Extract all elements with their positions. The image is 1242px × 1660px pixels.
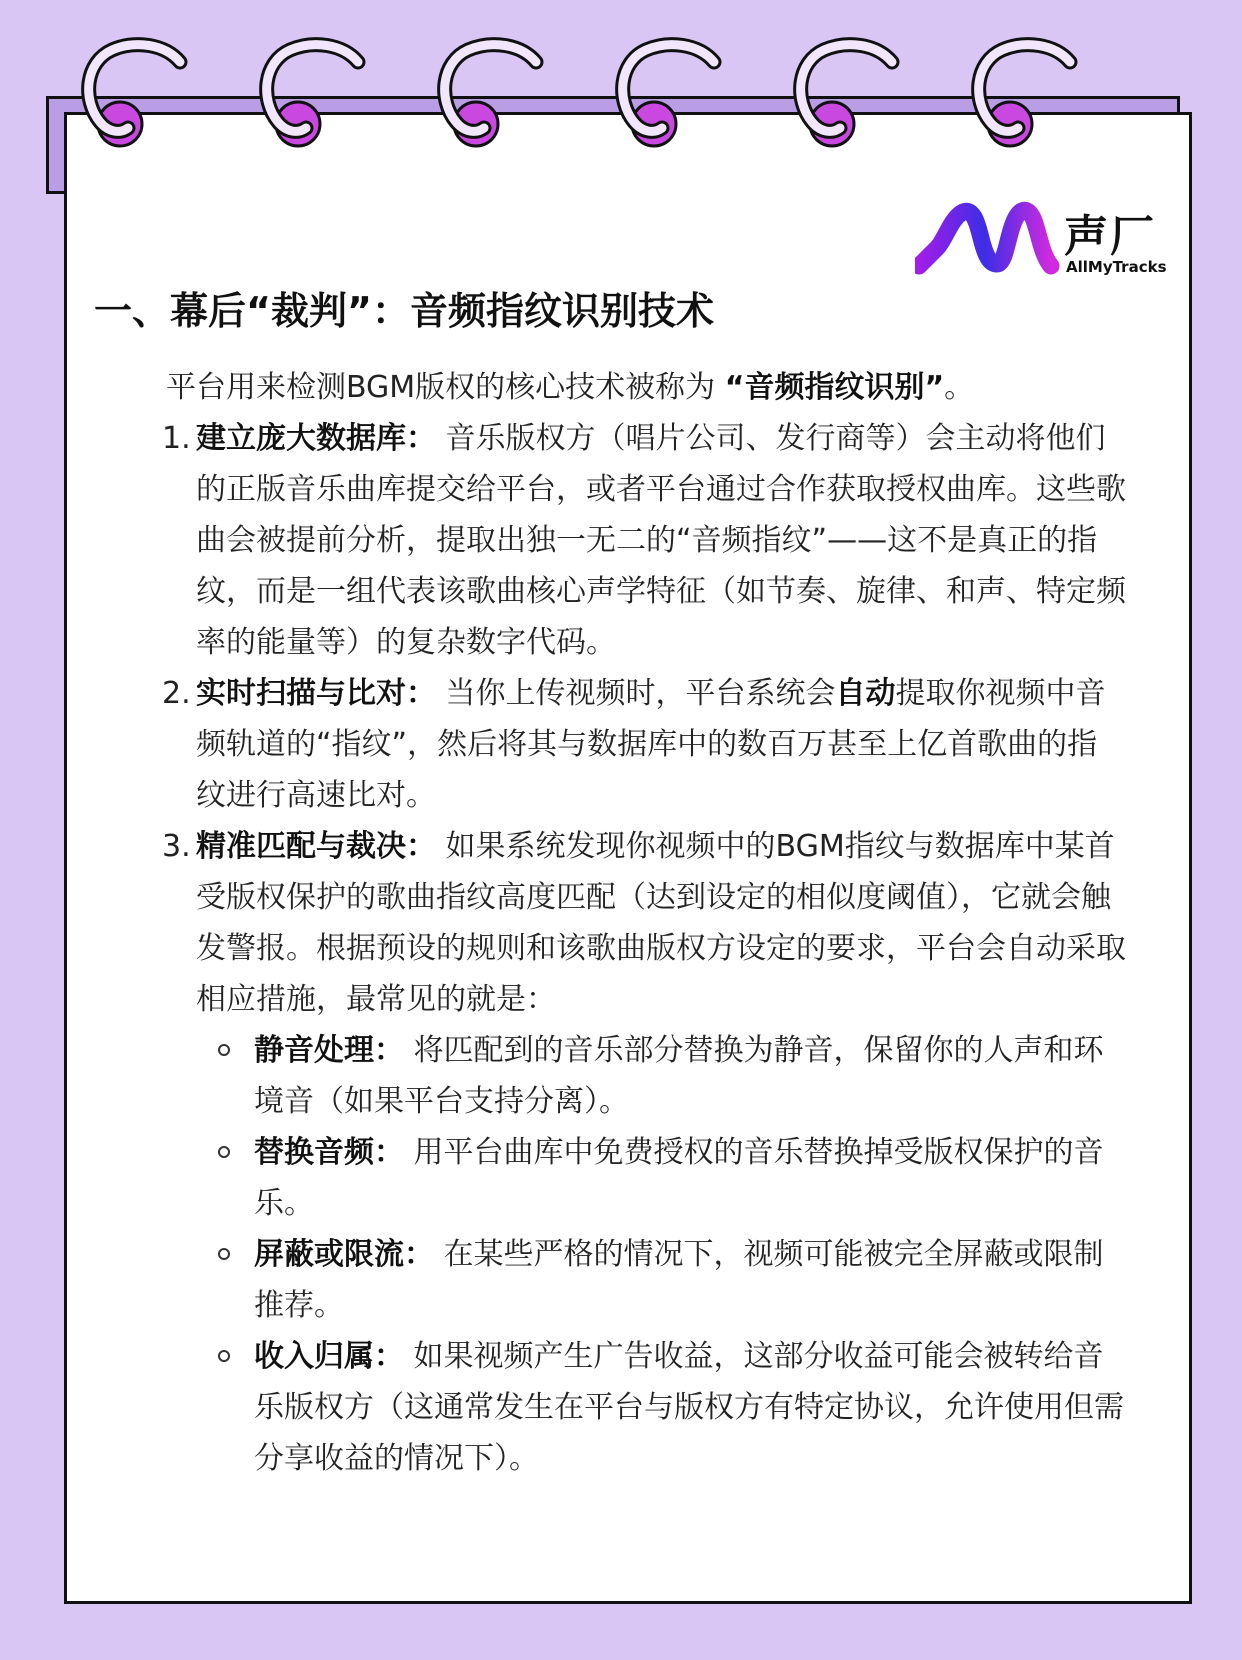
item-text: 如果系统发现你视频中的BGM指纹与数据库中某首受版权保护的歌曲指纹高度匹配（达到设定的相似度阈值），它就会触发警报。根据预设的规则和该歌曲版权方设定的要求，平台会自动采取相应措施，最常见的就是：	[196, 829, 1126, 1017]
binder-rings	[0, 0, 1242, 200]
intro-emphasis: “音频指纹识别”	[724, 370, 945, 405]
sub-text: 如果视频产生广告收益，这部分收益可能会被转给音乐版权方（这通常发生在平台与版权方有特定协议，允许使用但需分享收益的情况下）。	[254, 1339, 1124, 1476]
item-number: 3.	[162, 829, 191, 864]
item-text: 音乐版权方（唱片公司、发行商等）会主动将他们的正版音乐曲库提交给平台，或者平台通过合作获取授权曲库。这些歌曲会被提前分析，提取出独一无二的“音频指纹”——这不是真正的指纹，而是一组代表该歌曲核心声学特征（如节奏、旋律、和声、特定频率的能量等）的复杂数字代码。	[196, 421, 1126, 660]
brand-name-en: AllMyTracks	[1066, 258, 1167, 276]
item-number: 2.	[162, 676, 191, 711]
sub-text: 将匹配到的音乐部分替换为静音，保留你的人声和环境音（如果平台支持分离）。	[254, 1033, 1104, 1119]
binder-ring-icon	[267, 45, 358, 146]
brand-name-cn: 声厂	[1064, 211, 1156, 262]
list-item	[162, 413, 1126, 668]
binder-ring-icon	[445, 45, 536, 146]
list-item	[196, 1127, 1126, 1229]
list-item	[162, 668, 1126, 821]
sub-text: 用平台曲库中免费授权的音乐替换掉受版权保护的音乐。	[254, 1135, 1104, 1221]
sub-text: 在某些严格的情况下，视频可能被完全屏蔽或限制推荐。	[254, 1237, 1104, 1323]
item-text: 提取你视频中音频轨道的“指纹”，然后将其与数据库中的数百万甚至上亿首歌曲的指纹进行高速比对。	[196, 676, 1106, 813]
bullet-circle-icon	[218, 1044, 230, 1056]
binder-ring-icon	[623, 45, 714, 146]
steps-list	[162, 413, 1126, 1484]
item-number: 1.	[162, 421, 191, 456]
measures-list	[196, 1025, 1126, 1484]
sub-heading: 屏蔽或限流：	[254, 1237, 434, 1272]
binder-ring-icon	[801, 45, 892, 146]
binder-ring-icon	[979, 45, 1070, 146]
list-item	[196, 1229, 1126, 1331]
item-heading: 建立庞大数据库：	[196, 421, 436, 456]
item-heading: 精准匹配与裁决：	[196, 829, 436, 864]
sub-heading: 静音处理：	[254, 1033, 404, 1068]
item-text: 当你上传视频时，平台系统会	[436, 676, 836, 711]
binder-ring-icon	[89, 45, 180, 146]
article-body	[162, 362, 1126, 1484]
sub-heading: 替换音频：	[254, 1135, 404, 1170]
section-title: 一、幕后“裁判”：音频指纹识别技术	[94, 289, 714, 333]
intro-paragraph: 平台用来检测BGM版权的核心技术被称为 “音频指纹识别”。	[166, 370, 975, 405]
list-item	[196, 1331, 1126, 1484]
list-item	[162, 821, 1126, 1484]
bullet-circle-icon	[218, 1248, 230, 1260]
item-heading: 实时扫描与比对：	[196, 676, 436, 711]
bullet-circle-icon	[218, 1350, 230, 1362]
bullet-circle-icon	[218, 1146, 230, 1158]
list-item	[196, 1025, 1126, 1127]
item-text-emphasis: 自动	[835, 676, 896, 711]
sub-heading: 收入归属：	[254, 1339, 404, 1374]
